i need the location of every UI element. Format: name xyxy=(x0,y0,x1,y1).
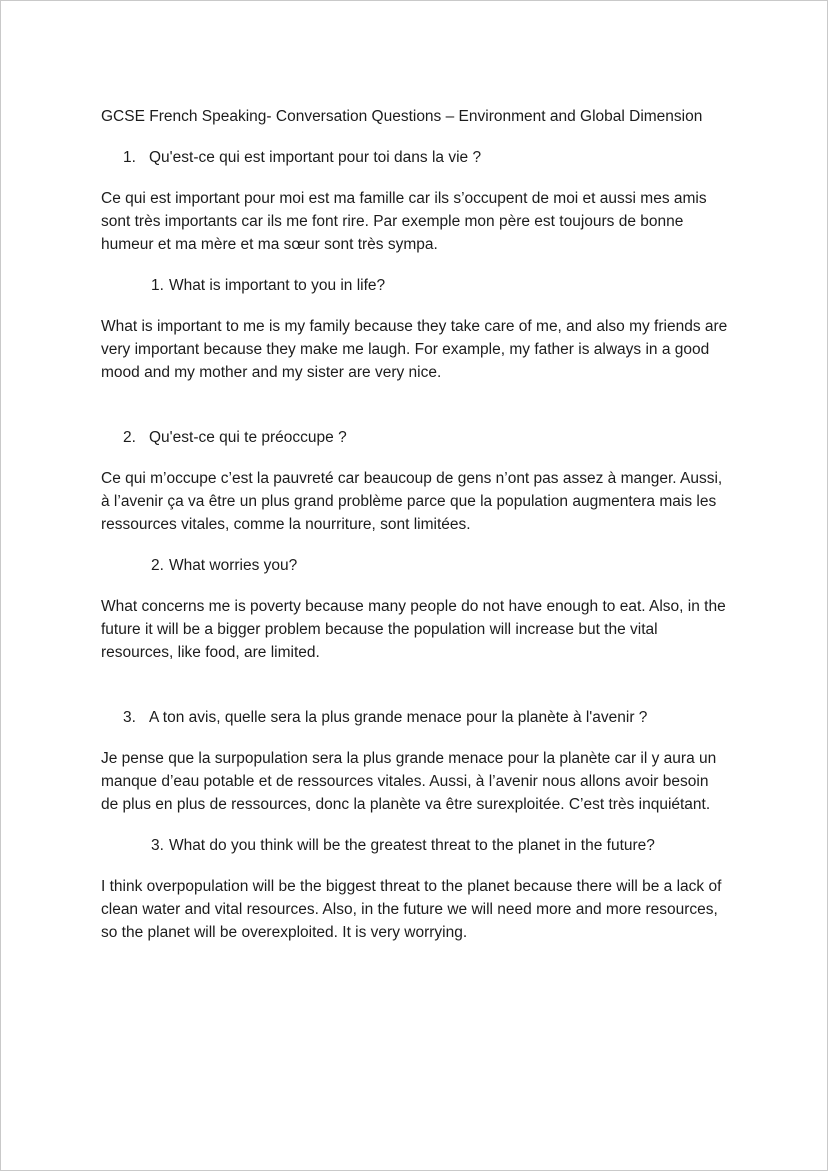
french-question-text: A ton avis, quelle sera la plus grande menace pour la planète à l'avenir ? xyxy=(149,709,648,726)
french-question-number: 1. xyxy=(123,149,136,166)
english-question-number: 2. xyxy=(151,557,164,574)
document-title: GCSE French Speaking- Conversation Questions – Environment and Global Dimension xyxy=(101,108,703,125)
document-body xyxy=(1,1,828,1170)
question-section-3 xyxy=(101,706,729,944)
english-question-number: 1. xyxy=(151,277,164,294)
english-answer-1: What is important to me is my family because they take care of me, and also my friends are very important because they make me laugh. For example, my father is always in a good mood and my mother and my sister are very nice. xyxy=(101,318,728,381)
english-question-1 xyxy=(101,274,729,297)
french-question-number: 2. xyxy=(123,429,136,446)
french-question-1 xyxy=(101,146,729,169)
question-section-2 xyxy=(101,426,729,664)
french-answer-3: Je pense que la surpopulation sera la plus grande menace pour la planète car il y aura un manque d’eau potable et de ressources vitales. Aussi, à l’avenir nous allons avoir besoin de plus en plus de ressources, donc la planète va être surexploitée. C’est très inquiétant. xyxy=(101,750,717,813)
french-question-2 xyxy=(101,426,729,449)
english-question-text: What worries you? xyxy=(168,557,298,574)
french-question-number: 3. xyxy=(123,709,136,726)
english-answer-2: What concerns me is poverty because many people do not have enough to eat. Also, in the future it will be a bigger problem because the population will increase but the vital resources, like food, are limited. xyxy=(101,598,726,661)
question-section-1 xyxy=(101,146,729,384)
english-answer-3: I think overpopulation will be the biggest threat to the planet because there will be a lack of clean water and vital resources. Also, in the future we will need more and more resources, so the planet will be overexploited. It is very worrying. xyxy=(101,878,722,941)
french-question-3 xyxy=(101,706,729,729)
french-answer-1: Ce qui est important pour moi est ma famille car ils s’occupent de moi et aussi mes amis sont très importants car ils me font rire. Par exemple mon père est toujours de bonne humeur et ma mère et ma sœur sont très sympa. xyxy=(101,190,707,253)
english-question-2 xyxy=(101,554,729,577)
french-question-text: Qu'est-ce qui est important pour toi dans la vie ? xyxy=(149,149,482,166)
english-question-number: 3. xyxy=(151,837,164,854)
english-question-3 xyxy=(101,834,729,857)
french-question-text: Qu'est-ce qui te préoccupe ? xyxy=(149,429,347,446)
english-question-text: What do you think will be the greatest threat to the planet in the future? xyxy=(168,837,655,854)
english-question-text: What is important to you in life? xyxy=(168,277,386,294)
french-answer-2: Ce qui m’occupe c’est la pauvreté car beaucoup de gens n’ont pas assez à manger. Aussi, à l’avenir ça va être un plus grand problème parce que la population augmentera mais les ressources vitales, comme la nourriture, sont limitées. xyxy=(101,470,723,533)
